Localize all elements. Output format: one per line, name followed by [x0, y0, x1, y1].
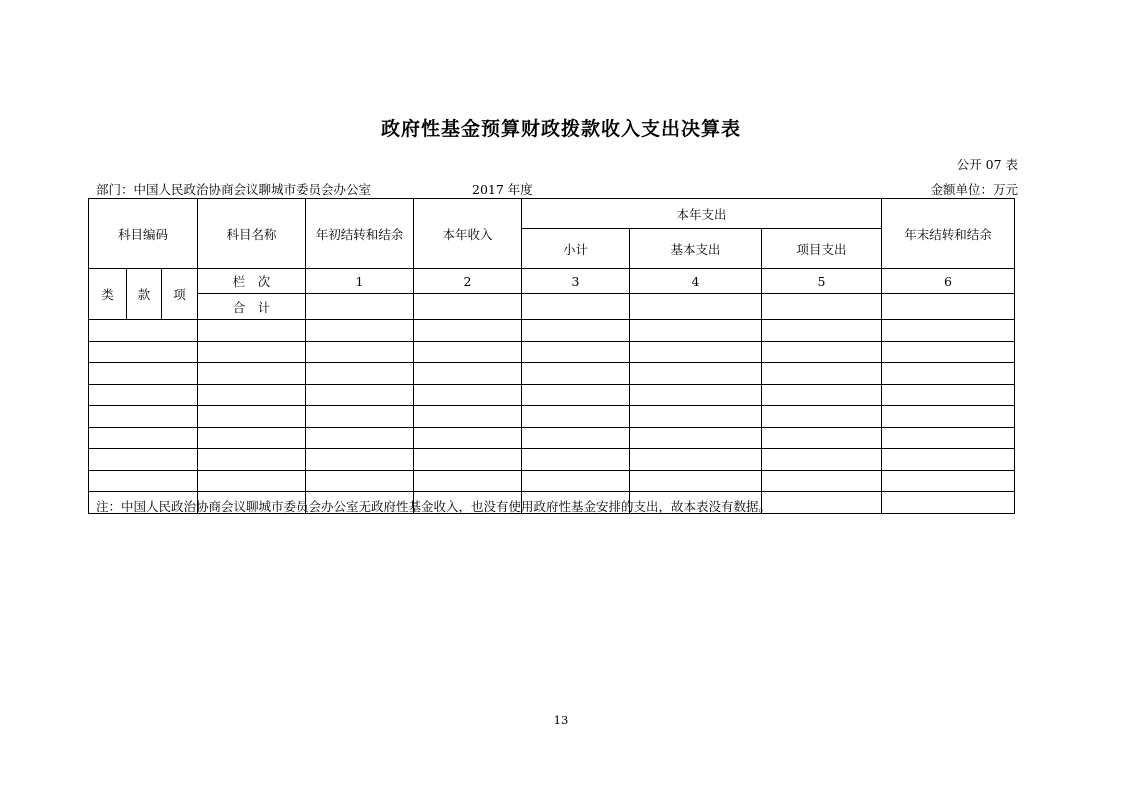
table-cell — [414, 427, 522, 449]
table-cell — [89, 406, 198, 428]
table-row — [89, 427, 1015, 449]
table-cell — [882, 363, 1015, 385]
table-cell — [762, 449, 882, 471]
table-cell — [762, 384, 882, 406]
table-row — [89, 449, 1015, 471]
table-cell — [89, 384, 198, 406]
column-number: 1 — [306, 269, 414, 294]
form-number: 公开 07 表 — [956, 157, 1018, 172]
code-kuan: 款 — [127, 269, 162, 320]
table-cell — [522, 449, 630, 471]
table-cell — [630, 320, 762, 342]
table-cell — [522, 427, 630, 449]
table-cell — [882, 470, 1015, 492]
table-cell — [198, 341, 306, 363]
header-opening-balance: 年初结转和结余 — [306, 199, 414, 269]
column-label: 栏 次 — [198, 269, 306, 294]
table-cell — [306, 294, 414, 320]
table-cell — [630, 406, 762, 428]
page-number: 13 — [553, 713, 569, 727]
table-cell — [89, 341, 198, 363]
table-cell — [198, 470, 306, 492]
total-label: 合 计 — [198, 294, 306, 320]
table-cell — [882, 406, 1015, 428]
table-cell — [198, 406, 306, 428]
table-cell — [89, 363, 198, 385]
table-cell — [306, 427, 414, 449]
table-cell — [306, 470, 414, 492]
table-cell — [414, 470, 522, 492]
column-number: 2 — [414, 269, 522, 294]
column-number: 3 — [522, 269, 630, 294]
table-row — [89, 363, 1015, 385]
budget-table — [88, 198, 1015, 514]
table-cell — [882, 449, 1015, 471]
table-cell — [89, 320, 198, 342]
code-xiang: 项 — [162, 269, 198, 320]
table-row — [89, 470, 1015, 492]
table-cell — [762, 341, 882, 363]
column-number: 6 — [882, 269, 1015, 294]
amount-unit: 金额单位：万元 — [930, 182, 1018, 197]
table-cell — [89, 449, 198, 471]
table-cell — [762, 492, 882, 514]
table-cell — [306, 320, 414, 342]
table-cell — [198, 449, 306, 471]
table-cell — [198, 427, 306, 449]
table-cell — [198, 363, 306, 385]
table-cell — [762, 427, 882, 449]
table-cell — [762, 363, 882, 385]
header-row — [89, 199, 1015, 229]
table-cell — [414, 294, 522, 320]
footnote: 注：中国人民政治协商会议聊城市委员会办公室无政府性基金收入，也没有使用政府性基金安排的支出，故本表没有数据。 — [96, 499, 772, 514]
table-cell — [630, 449, 762, 471]
table-cell — [522, 320, 630, 342]
table-cell — [306, 384, 414, 406]
table-cell — [762, 406, 882, 428]
table-cell — [882, 427, 1015, 449]
header-subject-name: 科目名称 — [198, 199, 306, 269]
table-cell — [522, 341, 630, 363]
table-cell — [882, 320, 1015, 342]
table-row — [89, 406, 1015, 428]
table-cell — [198, 384, 306, 406]
table-cell — [630, 470, 762, 492]
table-cell — [630, 427, 762, 449]
table-cell — [414, 406, 522, 428]
table-cell — [762, 320, 882, 342]
table-cell — [522, 294, 630, 320]
code-lei: 类 — [89, 269, 127, 320]
header-current-income: 本年收入 — [414, 199, 522, 269]
table-cell — [89, 427, 198, 449]
fiscal-year: 2017 年度 — [472, 182, 533, 197]
table-cell — [762, 294, 882, 320]
table-cell — [630, 363, 762, 385]
table-cell — [522, 470, 630, 492]
header-project-expense: 项目支出 — [762, 229, 882, 269]
total-row — [89, 294, 1015, 320]
table-cell — [522, 406, 630, 428]
header-subject-code: 科目编码 — [89, 199, 198, 269]
table-cell — [414, 384, 522, 406]
header-subtotal: 小计 — [522, 229, 630, 269]
table-cell — [882, 384, 1015, 406]
table-cell — [414, 341, 522, 363]
column-number: 4 — [630, 269, 762, 294]
table-cell — [198, 320, 306, 342]
header-closing-balance: 年末结转和结余 — [882, 199, 1015, 269]
table-cell — [762, 470, 882, 492]
table-cell — [882, 341, 1015, 363]
table-cell — [882, 492, 1015, 514]
table-cell — [306, 449, 414, 471]
department-label: 部门：中国人民政治协商会议聊城市委员会办公室 — [96, 182, 372, 197]
column-number-row — [89, 269, 1015, 294]
header-basic-expense: 基本支出 — [630, 229, 762, 269]
table-cell — [414, 449, 522, 471]
table-cell — [306, 341, 414, 363]
header-current-expense: 本年支出 — [522, 199, 882, 229]
table-cell — [522, 363, 630, 385]
table-cell — [630, 384, 762, 406]
table-row — [89, 320, 1015, 342]
table-cell — [414, 363, 522, 385]
table-cell — [306, 406, 414, 428]
table-row — [89, 384, 1015, 406]
table-cell — [882, 294, 1015, 320]
table-row — [89, 341, 1015, 363]
table-cell — [630, 341, 762, 363]
table-cell — [89, 470, 198, 492]
report-title: 政府性基金预算财政拨款收入支出决算表 — [380, 118, 741, 140]
table-cell — [630, 294, 762, 320]
table-cell — [414, 320, 522, 342]
table-cell — [306, 363, 414, 385]
column-number: 5 — [762, 269, 882, 294]
table-cell — [522, 384, 630, 406]
